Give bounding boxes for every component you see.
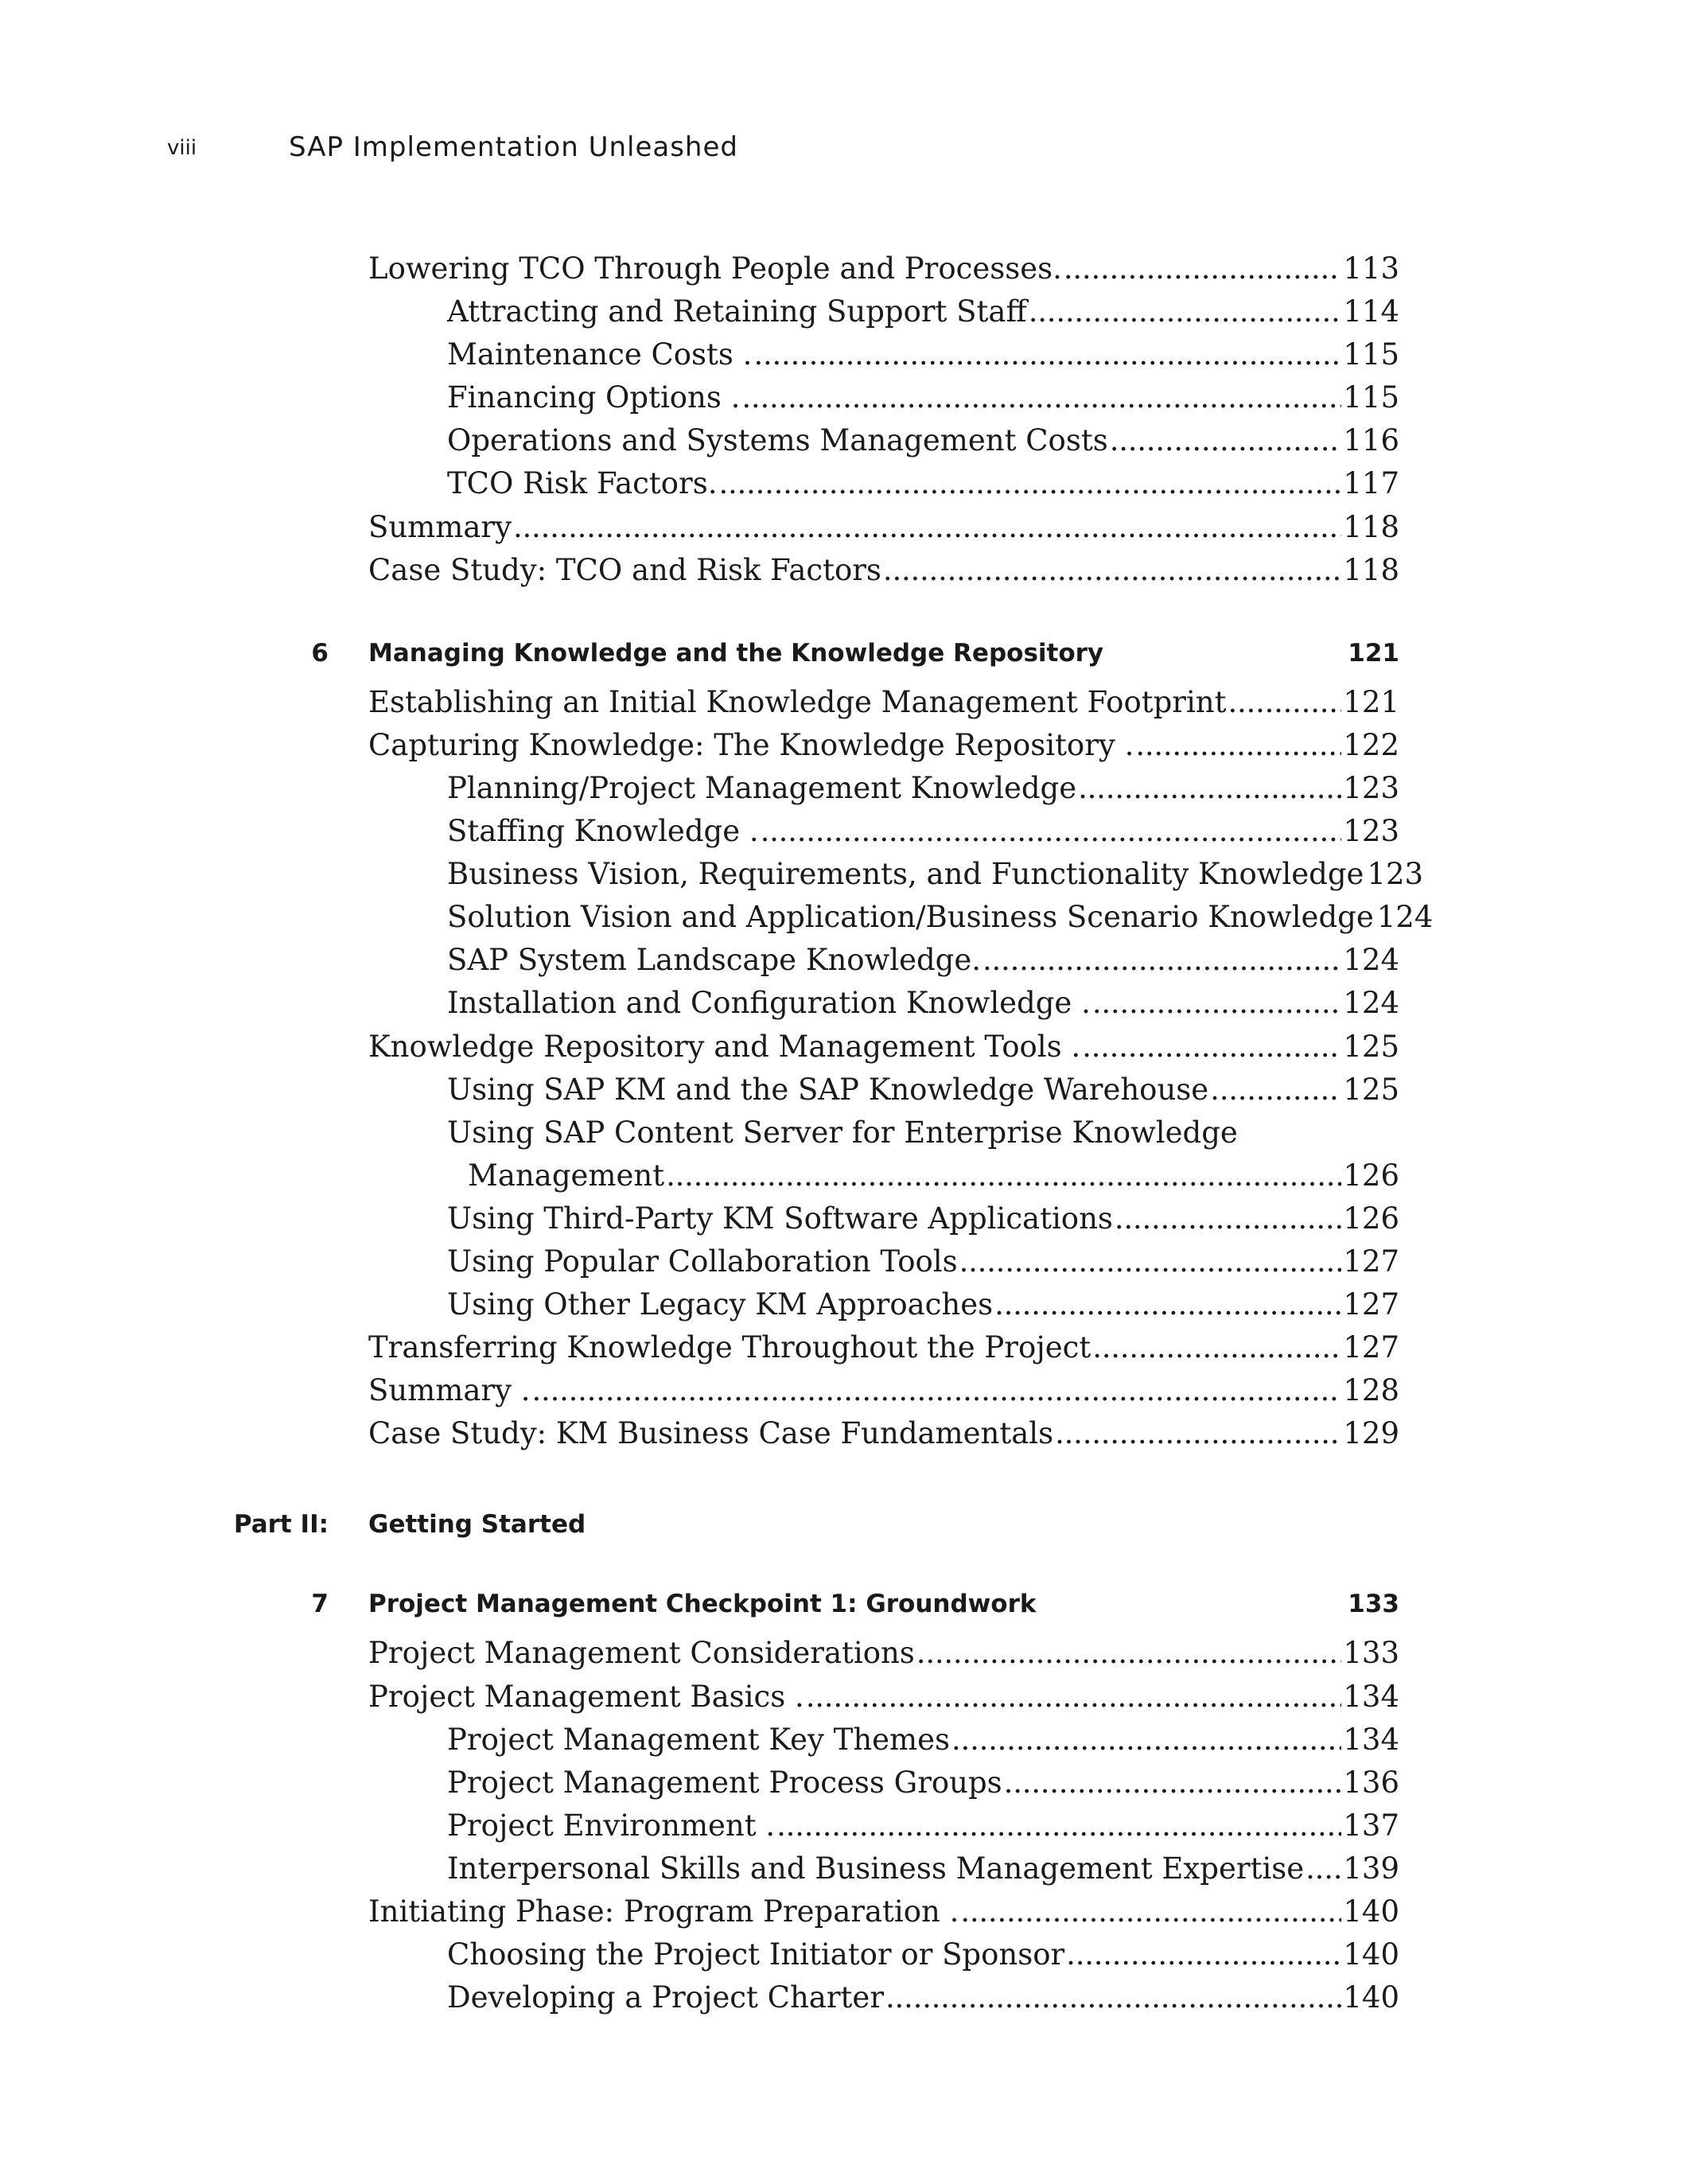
dot-leader bbox=[1066, 1937, 1341, 1972]
toc-entry-page: 124 bbox=[1343, 943, 1399, 978]
toc-entry-page: 125 bbox=[1343, 1029, 1399, 1064]
dot-leader bbox=[1305, 1851, 1341, 1886]
toc-entry-page: 139 bbox=[1343, 1851, 1399, 1886]
book-title: SAP Implementation Unleashed bbox=[289, 131, 738, 163]
toc-entry bbox=[0, 1373, 1681, 1416]
toc-entry bbox=[0, 857, 1681, 900]
toc-entry bbox=[0, 943, 1681, 986]
toc-entry-page: 127 bbox=[1343, 1244, 1399, 1279]
toc-entry bbox=[0, 553, 1681, 596]
toc-entry-page: 124 bbox=[1343, 986, 1399, 1021]
page-number: viii bbox=[167, 136, 197, 160]
toc-entry bbox=[0, 685, 1681, 728]
toc-entry-page: 118 bbox=[1343, 509, 1399, 544]
toc-entry-title: Business Vision, Requirements, and Functionality Knowledge bbox=[447, 857, 1364, 892]
toc-entry-title: Project Management Key Themes bbox=[447, 1722, 951, 1757]
toc-entry-page: 128 bbox=[1343, 1373, 1399, 1408]
part-2-heading bbox=[0, 1504, 1681, 1547]
dot-leader bbox=[532, 1373, 1342, 1407]
toc-entry bbox=[0, 1937, 1681, 1980]
toc-entry-title: Project Management Considerations bbox=[368, 1636, 915, 1671]
toc-entry bbox=[0, 1330, 1681, 1373]
toc-entry-title: Project Management Process Groups bbox=[447, 1765, 1002, 1800]
chapter-page: 133 bbox=[1348, 1590, 1399, 1619]
dot-leader bbox=[959, 1244, 1342, 1279]
dot-leader bbox=[513, 510, 1341, 544]
chapter-number: 6 bbox=[311, 638, 329, 668]
toc-entry bbox=[0, 1636, 1681, 1679]
toc-entry-page: 123 bbox=[1343, 770, 1399, 805]
dot-leader bbox=[741, 380, 1341, 415]
dot-leader bbox=[1092, 986, 1342, 1020]
toc-entry-page: 129 bbox=[1343, 1416, 1399, 1451]
chapter-title: Managing Knowledge and the Knowledge Repository bbox=[368, 638, 1104, 668]
toc-entry-page: 115 bbox=[1343, 337, 1399, 372]
toc-entry-title: Using Popular Collaboration Tools bbox=[447, 1244, 958, 1279]
dot-leader bbox=[718, 466, 1341, 500]
chapter-number: 7 bbox=[311, 1590, 329, 1619]
toc-entry-title: Staffing Knowledge . bbox=[447, 814, 759, 849]
dot-leader bbox=[1210, 1073, 1341, 1107]
toc-entry-title: Solution Vision and Application/Business Scenario Knowledge bbox=[447, 900, 1374, 935]
toc-entry-page: 123 bbox=[1343, 814, 1399, 849]
toc-entry bbox=[0, 1680, 1681, 1723]
toc-entry-title: Summary . bbox=[368, 1373, 531, 1408]
toc-entry bbox=[0, 251, 1681, 294]
toc-block-chapter6 bbox=[0, 685, 1681, 1460]
toc-entry-title: Summary bbox=[368, 509, 512, 544]
toc-entry-title: Using Other Legacy KM Approaches bbox=[447, 1287, 994, 1322]
toc-entry bbox=[0, 1765, 1681, 1808]
toc-entry-title: Project Environment . bbox=[447, 1808, 776, 1843]
toc-entry-title: TCO Risk Factors. bbox=[447, 466, 718, 501]
toc-entry-page: 115 bbox=[1343, 380, 1399, 415]
dot-leader bbox=[1135, 728, 1341, 762]
dot-leader bbox=[1078, 771, 1341, 805]
toc-entry bbox=[0, 1158, 1681, 1201]
toc-entry bbox=[0, 1287, 1681, 1330]
toc-entry bbox=[0, 337, 1681, 380]
dot-leader bbox=[994, 1287, 1341, 1322]
toc-entry-page: 140 bbox=[1343, 1894, 1399, 1929]
toc-entry bbox=[0, 510, 1681, 553]
dot-leader bbox=[960, 1894, 1341, 1929]
toc-entry bbox=[0, 1115, 1681, 1158]
toc-entry-page: 134 bbox=[1343, 1722, 1399, 1757]
toc-entry bbox=[0, 1030, 1681, 1073]
toc-entry-title: Developing a Project Charter bbox=[447, 1980, 885, 2015]
chapter-page: 121 bbox=[1348, 638, 1399, 668]
dot-leader bbox=[883, 553, 1341, 587]
dot-leader bbox=[666, 1158, 1341, 1193]
toc-entry-page: 123 bbox=[1367, 857, 1424, 892]
dot-leader bbox=[806, 1680, 1342, 1714]
dot-leader bbox=[753, 337, 1341, 372]
toc-entry-title: Installation and Configuration Knowledge . bbox=[447, 986, 1091, 1021]
dot-leader bbox=[776, 1808, 1341, 1843]
toc-entry bbox=[0, 294, 1681, 337]
dot-leader bbox=[1029, 294, 1342, 329]
toc-entry bbox=[0, 380, 1681, 423]
toc-entry-page: 127 bbox=[1343, 1287, 1399, 1322]
toc-entry-page: 114 bbox=[1343, 294, 1399, 329]
dot-leader bbox=[1092, 1330, 1341, 1365]
toc-entry-page: 137 bbox=[1343, 1808, 1399, 1843]
toc-entry-page: 140 bbox=[1343, 1937, 1399, 1972]
dot-leader bbox=[885, 1980, 1341, 2015]
toc-entry-title: Attracting and Retaining Support Staff bbox=[447, 294, 1027, 329]
toc-entry-page: 125 bbox=[1343, 1072, 1399, 1107]
toc-entry bbox=[0, 728, 1681, 771]
toc-entry bbox=[0, 1894, 1681, 1937]
toc-entry bbox=[0, 423, 1681, 466]
toc-entry-title: Transferring Knowledge Throughout the Project bbox=[368, 1330, 1091, 1365]
toc-entry bbox=[0, 1808, 1681, 1851]
toc-entry bbox=[0, 986, 1681, 1029]
dot-leader bbox=[1115, 1201, 1341, 1236]
dot-leader bbox=[1004, 1765, 1342, 1800]
dot-leader bbox=[1228, 685, 1342, 719]
toc-entry-title: Operations and Systems Management Costs bbox=[447, 423, 1108, 458]
toc-entry-title: Project Management Basics . bbox=[368, 1679, 804, 1714]
toc-entry-title: Using Third-Party KM Software Applications bbox=[447, 1201, 1113, 1236]
toc-entry bbox=[0, 1244, 1681, 1287]
toc-entry-page: 133 bbox=[1343, 1636, 1399, 1671]
dot-leader bbox=[761, 814, 1342, 848]
toc-entry-title: Interpersonal Skills and Business Management Expertise bbox=[447, 1851, 1305, 1886]
table-of-contents bbox=[0, 251, 1681, 2023]
toc-entry bbox=[0, 900, 1681, 943]
toc-entry bbox=[0, 1201, 1681, 1244]
toc-entry-title: Financing Options . bbox=[447, 380, 741, 415]
toc-entry-page: 126 bbox=[1343, 1201, 1399, 1236]
toc-entry-title: Case Study: TCO and Risk Factors bbox=[368, 552, 881, 587]
toc-entry bbox=[0, 1723, 1681, 1765]
toc-entry-page: 113 bbox=[1343, 251, 1399, 286]
dot-leader bbox=[916, 1636, 1342, 1670]
chapter-7-heading bbox=[0, 1583, 1681, 1626]
dot-leader bbox=[1055, 1416, 1341, 1450]
dot-leader bbox=[1082, 1030, 1341, 1064]
dot-leader bbox=[1110, 423, 1342, 457]
toc-entry-title: Lowering TCO Through People and Processes. bbox=[368, 251, 1062, 286]
toc-entry-title: Initiating Phase: Program Preparation . bbox=[368, 1894, 959, 1929]
toc-entry bbox=[0, 771, 1681, 814]
toc-entry-page: 118 bbox=[1343, 552, 1399, 587]
toc-block-chapter7 bbox=[0, 1636, 1681, 2023]
toc-entry-title: Management bbox=[468, 1158, 665, 1193]
toc-entry-title: Case Study: KM Business Case Fundamentals bbox=[368, 1416, 1054, 1451]
toc-entry bbox=[0, 1980, 1681, 2023]
dot-leader bbox=[983, 943, 1341, 977]
toc-entry-title: Knowledge Repository and Management Tools . bbox=[368, 1029, 1081, 1064]
toc-entry-page: 127 bbox=[1343, 1330, 1399, 1365]
toc-block-chapter5 bbox=[0, 251, 1681, 596]
toc-entry-page: 134 bbox=[1343, 1679, 1399, 1714]
toc-entry-title: Establishing an Initial Knowledge Management Footprint bbox=[368, 684, 1227, 719]
dot-leader bbox=[1064, 251, 1341, 286]
toc-entry-page: 140 bbox=[1343, 1980, 1399, 2015]
chapter-title: Project Management Checkpoint 1: Groundwork bbox=[368, 1590, 1037, 1619]
toc-entry-title: Using SAP Content Server for Enterprise Knowledge bbox=[447, 1115, 1238, 1150]
toc-entry-title: SAP System Landscape Knowledge. bbox=[447, 943, 982, 978]
toc-entry bbox=[0, 1073, 1681, 1115]
toc-entry-page: 121 bbox=[1343, 684, 1399, 719]
toc-entry bbox=[0, 1851, 1681, 1894]
toc-entry-title: Planning/Project Management Knowledge bbox=[447, 770, 1077, 805]
toc-entry bbox=[0, 814, 1681, 857]
toc-entry-title: Choosing the Project Initiator or Sponsor bbox=[447, 1937, 1065, 1972]
part-label: Part II: bbox=[233, 1510, 329, 1540]
toc-entry-page: 126 bbox=[1343, 1158, 1399, 1193]
toc-entry bbox=[0, 1416, 1681, 1459]
toc-entry-page: 124 bbox=[1376, 900, 1434, 935]
toc-entry-title: Maintenance Costs . bbox=[447, 337, 753, 372]
toc-entry-title: Capturing Knowledge: The Knowledge Repository . bbox=[368, 727, 1134, 762]
toc-entry bbox=[0, 466, 1681, 509]
toc-entry-page: 117 bbox=[1343, 466, 1399, 501]
dot-leader bbox=[951, 1723, 1341, 1757]
toc-entry-page: 136 bbox=[1343, 1765, 1399, 1800]
toc-entry-page: 116 bbox=[1343, 423, 1399, 458]
chapter-6-heading bbox=[0, 633, 1681, 675]
toc-entry-title: Using SAP KM and the SAP Knowledge Warehouse bbox=[447, 1072, 1209, 1107]
part-title: Getting Started bbox=[368, 1510, 586, 1540]
toc-entry-page: 122 bbox=[1343, 727, 1399, 762]
